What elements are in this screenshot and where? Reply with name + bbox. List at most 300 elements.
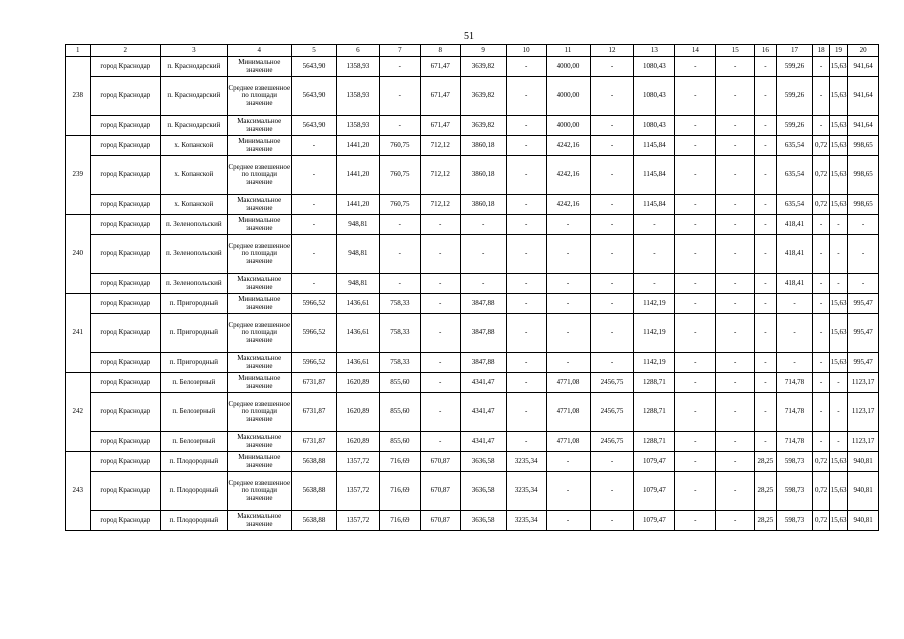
value-cell: - bbox=[813, 373, 829, 393]
value-cell: 5638,88 bbox=[291, 511, 336, 531]
value-cell: - bbox=[420, 353, 460, 373]
value-cell: 3847,88 bbox=[460, 294, 506, 314]
value-cell: 5966,52 bbox=[291, 294, 336, 314]
row-number: 239 bbox=[66, 136, 91, 215]
header-cell: 8 bbox=[420, 45, 460, 57]
value-cell: - bbox=[291, 274, 336, 294]
settlement-cell: х. Копанской bbox=[161, 136, 227, 156]
value-cell: 1080,43 bbox=[634, 57, 675, 77]
value-cell: - bbox=[813, 215, 829, 235]
value-cell: 15,63 bbox=[829, 511, 847, 531]
header-cell: 13 bbox=[634, 45, 675, 57]
value-cell: - bbox=[848, 235, 879, 274]
page-number: 51 bbox=[464, 31, 474, 42]
value-type-cell: Среднее взвешенное по площади значение bbox=[227, 156, 291, 195]
city-cell: город Краснодар bbox=[90, 136, 161, 156]
value-cell: 1142,19 bbox=[634, 353, 675, 373]
value-cell: 712,12 bbox=[420, 195, 460, 215]
city-cell: город Краснодар bbox=[90, 452, 161, 472]
value-cell: - bbox=[379, 274, 420, 294]
value-cell: - bbox=[813, 353, 829, 373]
value-cell: - bbox=[460, 215, 506, 235]
value-cell: - bbox=[590, 452, 634, 472]
city-cell: город Краснодар bbox=[90, 393, 161, 432]
value-cell: 940,81 bbox=[848, 472, 879, 511]
header-cell: 20 bbox=[848, 45, 879, 57]
value-cell: 2456,75 bbox=[590, 432, 634, 452]
value-type-cell: Минимальное значение bbox=[227, 136, 291, 156]
value-cell: - bbox=[634, 274, 675, 294]
value-cell: 4242,16 bbox=[546, 195, 590, 215]
value-cell: 948,81 bbox=[336, 215, 379, 235]
city-cell: город Краснодар bbox=[90, 353, 161, 373]
city-cell: город Краснодар bbox=[90, 432, 161, 452]
value-cell: 940,81 bbox=[848, 511, 879, 531]
settlement-cell: х. Копанской bbox=[161, 156, 227, 195]
value-cell: - bbox=[506, 215, 546, 235]
value-cell: 15,63 bbox=[829, 294, 847, 314]
value-cell: 1079,47 bbox=[634, 511, 675, 531]
value-cell: 1145,84 bbox=[634, 195, 675, 215]
value-cell: 15,63 bbox=[829, 156, 847, 195]
value-cell: - bbox=[590, 215, 634, 235]
value-cell: 714,78 bbox=[776, 393, 813, 432]
value-cell: - bbox=[634, 215, 675, 235]
table-row bbox=[66, 77, 879, 116]
settlement-cell: п. Пригородный bbox=[161, 353, 227, 373]
value-cell: 3235,34 bbox=[506, 511, 546, 531]
value-cell: 1123,17 bbox=[848, 432, 879, 452]
value-type-cell: Минимальное значение bbox=[227, 373, 291, 393]
table-row bbox=[66, 136, 879, 156]
value-cell: 714,78 bbox=[776, 373, 813, 393]
value-cell: 4341,47 bbox=[460, 432, 506, 452]
value-cell: 4771,08 bbox=[546, 373, 590, 393]
value-cell: - bbox=[590, 77, 634, 116]
value-cell: - bbox=[420, 373, 460, 393]
value-cell: - bbox=[590, 472, 634, 511]
value-cell: 1620,89 bbox=[336, 393, 379, 432]
value-cell: - bbox=[546, 353, 590, 373]
value-cell: 995,47 bbox=[848, 314, 879, 353]
header-cell: 12 bbox=[590, 45, 634, 57]
table-row bbox=[66, 294, 879, 314]
value-cell: 758,33 bbox=[379, 314, 420, 353]
value-cell: 15,63 bbox=[829, 195, 847, 215]
value-cell: 1145,84 bbox=[634, 136, 675, 156]
city-cell: город Краснодар bbox=[90, 77, 161, 116]
value-cell: - bbox=[829, 274, 847, 294]
value-cell: - bbox=[506, 274, 546, 294]
value-cell: - bbox=[506, 235, 546, 274]
header-cell: 17 bbox=[776, 45, 813, 57]
value-cell: - bbox=[546, 215, 590, 235]
value-cell: 5638,88 bbox=[291, 452, 336, 472]
value-cell: - bbox=[675, 274, 716, 294]
value-cell: 15,63 bbox=[829, 57, 847, 77]
value-cell: - bbox=[420, 294, 460, 314]
value-cell: - bbox=[716, 511, 755, 531]
settlement-cell: х. Копанской bbox=[161, 195, 227, 215]
value-cell: 1620,89 bbox=[336, 432, 379, 452]
row-number: 243 bbox=[66, 452, 91, 531]
value-cell: - bbox=[675, 314, 716, 353]
value-cell: 598,73 bbox=[776, 452, 813, 472]
value-cell: 0,72 bbox=[813, 136, 829, 156]
value-cell: 5966,52 bbox=[291, 353, 336, 373]
header-cell: 19 bbox=[829, 45, 847, 57]
value-type-cell: Минимальное значение bbox=[227, 215, 291, 235]
value-cell: - bbox=[506, 116, 546, 136]
settlement-cell: п. Белозерный bbox=[161, 432, 227, 452]
value-cell: - bbox=[716, 274, 755, 294]
value-cell: 0,72 bbox=[813, 511, 829, 531]
value-cell: - bbox=[420, 274, 460, 294]
value-cell: 995,47 bbox=[848, 294, 879, 314]
header-row bbox=[66, 45, 879, 57]
value-type-cell: Среднее взвешенное по площади значение bbox=[227, 314, 291, 353]
value-cell: - bbox=[675, 511, 716, 531]
header-cell: 7 bbox=[379, 45, 420, 57]
value-cell: 599,26 bbox=[776, 116, 813, 136]
value-cell: 941,64 bbox=[848, 57, 879, 77]
value-cell: - bbox=[829, 215, 847, 235]
value-cell: - bbox=[776, 314, 813, 353]
value-cell: 758,33 bbox=[379, 353, 420, 373]
settlement-cell: п. Краснодарский bbox=[161, 57, 227, 77]
value-cell: 1288,71 bbox=[634, 432, 675, 452]
table-row bbox=[66, 432, 879, 452]
value-cell: 716,69 bbox=[379, 472, 420, 511]
table-row bbox=[66, 472, 879, 511]
value-type-cell: Максимальное значение bbox=[227, 432, 291, 452]
table-row bbox=[66, 314, 879, 353]
value-cell: 3636,58 bbox=[460, 452, 506, 472]
value-cell: - bbox=[506, 195, 546, 215]
value-cell: - bbox=[716, 195, 755, 215]
value-cell: - bbox=[675, 156, 716, 195]
value-cell: - bbox=[590, 274, 634, 294]
value-cell: 0,72 bbox=[813, 472, 829, 511]
value-cell: 670,87 bbox=[420, 511, 460, 531]
value-cell: - bbox=[675, 136, 716, 156]
value-cell: 1080,43 bbox=[634, 77, 675, 116]
table-row bbox=[66, 511, 879, 531]
city-cell: город Краснодар bbox=[90, 314, 161, 353]
value-cell: 760,75 bbox=[379, 136, 420, 156]
value-cell: 1288,71 bbox=[634, 393, 675, 432]
header-cell: 9 bbox=[460, 45, 506, 57]
value-cell: 418,41 bbox=[776, 235, 813, 274]
value-cell: 15,63 bbox=[829, 77, 847, 116]
city-cell: город Краснодар bbox=[90, 156, 161, 195]
value-cell: - bbox=[675, 195, 716, 215]
table-row bbox=[66, 353, 879, 373]
city-cell: город Краснодар bbox=[90, 274, 161, 294]
header-cell: 2 bbox=[90, 45, 161, 57]
header-cell: 18 bbox=[813, 45, 829, 57]
value-cell: 4242,16 bbox=[546, 136, 590, 156]
value-cell: - bbox=[813, 77, 829, 116]
value-cell: - bbox=[716, 136, 755, 156]
value-cell: - bbox=[716, 116, 755, 136]
value-cell: - bbox=[420, 393, 460, 432]
value-cell: 948,81 bbox=[336, 235, 379, 274]
value-cell: 3860,18 bbox=[460, 195, 506, 215]
row-number: 241 bbox=[66, 294, 91, 373]
value-cell: 671,47 bbox=[420, 77, 460, 116]
table-row bbox=[66, 195, 879, 215]
value-cell: 5643,90 bbox=[291, 77, 336, 116]
value-cell: 3639,82 bbox=[460, 77, 506, 116]
value-cell: - bbox=[675, 116, 716, 136]
value-cell: 3636,58 bbox=[460, 511, 506, 531]
header-cell: 16 bbox=[755, 45, 776, 57]
value-cell: - bbox=[755, 77, 776, 116]
value-cell: - bbox=[675, 393, 716, 432]
value-cell: 418,41 bbox=[776, 215, 813, 235]
value-cell: - bbox=[291, 195, 336, 215]
row-number: 240 bbox=[66, 215, 91, 294]
value-cell: - bbox=[813, 393, 829, 432]
value-cell: 635,54 bbox=[776, 195, 813, 215]
header-cell: 4 bbox=[227, 45, 291, 57]
value-cell: 3860,18 bbox=[460, 156, 506, 195]
value-cell: - bbox=[291, 235, 336, 274]
value-cell: 1436,61 bbox=[336, 314, 379, 353]
value-cell: 670,87 bbox=[420, 452, 460, 472]
value-cell: - bbox=[546, 452, 590, 472]
value-cell: - bbox=[716, 57, 755, 77]
value-cell: - bbox=[546, 314, 590, 353]
city-cell: город Краснодар bbox=[90, 294, 161, 314]
value-cell: - bbox=[460, 235, 506, 274]
value-cell: 998,65 bbox=[848, 195, 879, 215]
value-cell: - bbox=[506, 373, 546, 393]
value-cell: 995,47 bbox=[848, 353, 879, 373]
value-cell: 712,12 bbox=[420, 136, 460, 156]
value-cell: 0,72 bbox=[813, 195, 829, 215]
value-cell: 15,63 bbox=[829, 136, 847, 156]
value-cell: 670,87 bbox=[420, 472, 460, 511]
value-cell: - bbox=[590, 235, 634, 274]
value-cell: - bbox=[716, 432, 755, 452]
value-type-cell: Максимальное значение bbox=[227, 195, 291, 215]
value-cell: 6731,87 bbox=[291, 393, 336, 432]
value-cell: - bbox=[590, 136, 634, 156]
value-cell: 940,81 bbox=[848, 452, 879, 472]
value-cell: - bbox=[675, 472, 716, 511]
value-cell: - bbox=[755, 373, 776, 393]
value-cell: - bbox=[675, 77, 716, 116]
value-cell: - bbox=[420, 314, 460, 353]
value-cell: - bbox=[716, 156, 755, 195]
header-cell: 11 bbox=[546, 45, 590, 57]
value-cell: - bbox=[776, 294, 813, 314]
value-cell: 1441,20 bbox=[336, 195, 379, 215]
value-cell: 1288,71 bbox=[634, 373, 675, 393]
value-cell: - bbox=[590, 116, 634, 136]
city-cell: город Краснодар bbox=[90, 235, 161, 274]
settlement-cell: п. Плодородный bbox=[161, 452, 227, 472]
city-cell: город Краснодар bbox=[90, 116, 161, 136]
value-cell: 1142,19 bbox=[634, 294, 675, 314]
value-cell: - bbox=[546, 294, 590, 314]
value-cell: - bbox=[590, 57, 634, 77]
value-cell: 599,26 bbox=[776, 57, 813, 77]
value-cell: - bbox=[675, 432, 716, 452]
value-cell: - bbox=[716, 353, 755, 373]
value-cell: - bbox=[755, 215, 776, 235]
value-cell: - bbox=[776, 353, 813, 373]
settlement-cell: п. Зеленопольский bbox=[161, 274, 227, 294]
value-cell: 5638,88 bbox=[291, 472, 336, 511]
value-cell: 855,60 bbox=[379, 432, 420, 452]
value-cell: 1145,84 bbox=[634, 156, 675, 195]
value-cell: - bbox=[755, 314, 776, 353]
value-cell: 28,25 bbox=[755, 452, 776, 472]
value-type-cell: Максимальное значение bbox=[227, 511, 291, 531]
value-cell: - bbox=[755, 432, 776, 452]
value-cell: 4000,00 bbox=[546, 116, 590, 136]
value-cell: - bbox=[379, 215, 420, 235]
table-row bbox=[66, 274, 879, 294]
header-cell: 15 bbox=[716, 45, 755, 57]
value-cell: - bbox=[460, 274, 506, 294]
value-cell: - bbox=[506, 314, 546, 353]
row-number: 238 bbox=[66, 57, 91, 136]
value-cell: 1123,17 bbox=[848, 373, 879, 393]
value-cell: - bbox=[755, 57, 776, 77]
table-body bbox=[66, 57, 879, 531]
value-cell: 2456,75 bbox=[590, 393, 634, 432]
value-cell: 4771,08 bbox=[546, 393, 590, 432]
value-cell: 1620,89 bbox=[336, 373, 379, 393]
city-cell: город Краснодар bbox=[90, 511, 161, 531]
value-cell: - bbox=[716, 472, 755, 511]
value-cell: 28,25 bbox=[755, 511, 776, 531]
header-cell: 5 bbox=[291, 45, 336, 57]
value-cell: 4771,08 bbox=[546, 432, 590, 452]
value-type-cell: Среднее взвешенное по площади значение bbox=[227, 235, 291, 274]
value-cell: - bbox=[755, 353, 776, 373]
value-cell: 15,63 bbox=[829, 452, 847, 472]
value-cell: 4242,16 bbox=[546, 156, 590, 195]
value-cell: - bbox=[675, 353, 716, 373]
value-cell: - bbox=[420, 432, 460, 452]
value-cell: - bbox=[506, 77, 546, 116]
value-cell: - bbox=[675, 294, 716, 314]
header-cell: 1 bbox=[66, 45, 91, 57]
value-cell: - bbox=[716, 393, 755, 432]
value-cell: - bbox=[590, 195, 634, 215]
settlement-cell: п. Пригородный bbox=[161, 314, 227, 353]
value-cell: 3636,58 bbox=[460, 472, 506, 511]
value-cell: - bbox=[590, 156, 634, 195]
value-type-cell: Среднее взвешенное по площади значение bbox=[227, 472, 291, 511]
value-cell: 714,78 bbox=[776, 432, 813, 452]
value-cell: - bbox=[755, 116, 776, 136]
value-cell: - bbox=[675, 373, 716, 393]
value-cell: 3639,82 bbox=[460, 57, 506, 77]
value-cell: 598,73 bbox=[776, 511, 813, 531]
value-cell: 1080,43 bbox=[634, 116, 675, 136]
value-cell: - bbox=[506, 57, 546, 77]
city-cell: город Краснодар bbox=[90, 472, 161, 511]
city-cell: город Краснодар bbox=[90, 373, 161, 393]
value-cell: 1436,61 bbox=[336, 294, 379, 314]
value-cell: - bbox=[716, 294, 755, 314]
settlement-cell: п. Белозерный bbox=[161, 393, 227, 432]
value-cell: - bbox=[716, 452, 755, 472]
table-row bbox=[66, 235, 879, 274]
row-number: 242 bbox=[66, 373, 91, 452]
value-cell: - bbox=[291, 215, 336, 235]
value-cell: 941,64 bbox=[848, 116, 879, 136]
value-cell: - bbox=[546, 511, 590, 531]
value-cell: - bbox=[590, 511, 634, 531]
value-cell: - bbox=[813, 432, 829, 452]
value-cell: - bbox=[291, 136, 336, 156]
value-cell: - bbox=[506, 294, 546, 314]
value-cell: - bbox=[506, 353, 546, 373]
value-cell: - bbox=[506, 136, 546, 156]
value-cell: - bbox=[379, 57, 420, 77]
value-cell: - bbox=[379, 116, 420, 136]
value-cell: 3235,34 bbox=[506, 472, 546, 511]
value-cell: - bbox=[755, 393, 776, 432]
value-cell: - bbox=[420, 215, 460, 235]
value-cell: - bbox=[829, 393, 847, 432]
value-cell: 5643,90 bbox=[291, 116, 336, 136]
value-cell: - bbox=[590, 314, 634, 353]
value-cell: 1358,93 bbox=[336, 77, 379, 116]
settlement-cell: п. Пригородный bbox=[161, 294, 227, 314]
value-cell: - bbox=[813, 116, 829, 136]
value-cell: - bbox=[291, 156, 336, 195]
city-cell: город Краснодар bbox=[90, 195, 161, 215]
value-cell: 635,54 bbox=[776, 156, 813, 195]
value-cell: 716,69 bbox=[379, 452, 420, 472]
value-cell: 4000,00 bbox=[546, 77, 590, 116]
value-cell: 1142,19 bbox=[634, 314, 675, 353]
value-cell: - bbox=[675, 452, 716, 472]
settlement-cell: п. Краснодарский bbox=[161, 116, 227, 136]
value-cell: - bbox=[716, 77, 755, 116]
value-cell: - bbox=[675, 57, 716, 77]
value-cell: - bbox=[755, 136, 776, 156]
value-cell: 3860,18 bbox=[460, 136, 506, 156]
value-cell: - bbox=[379, 77, 420, 116]
value-type-cell: Минимальное значение bbox=[227, 452, 291, 472]
value-cell: 758,33 bbox=[379, 294, 420, 314]
value-cell: - bbox=[506, 432, 546, 452]
value-cell: - bbox=[813, 314, 829, 353]
value-cell: 760,75 bbox=[379, 156, 420, 195]
value-cell: 0,72 bbox=[813, 452, 829, 472]
value-cell: 4341,47 bbox=[460, 373, 506, 393]
value-cell: - bbox=[716, 314, 755, 353]
settlement-cell: п. Зеленопольский bbox=[161, 215, 227, 235]
value-cell: 635,54 bbox=[776, 136, 813, 156]
value-cell: 3639,82 bbox=[460, 116, 506, 136]
city-cell: город Краснодар bbox=[90, 57, 161, 77]
value-cell: - bbox=[755, 156, 776, 195]
value-cell: 998,65 bbox=[848, 156, 879, 195]
value-cell: - bbox=[546, 274, 590, 294]
settlement-cell: п. Зеленопольский bbox=[161, 235, 227, 274]
value-cell: - bbox=[379, 235, 420, 274]
